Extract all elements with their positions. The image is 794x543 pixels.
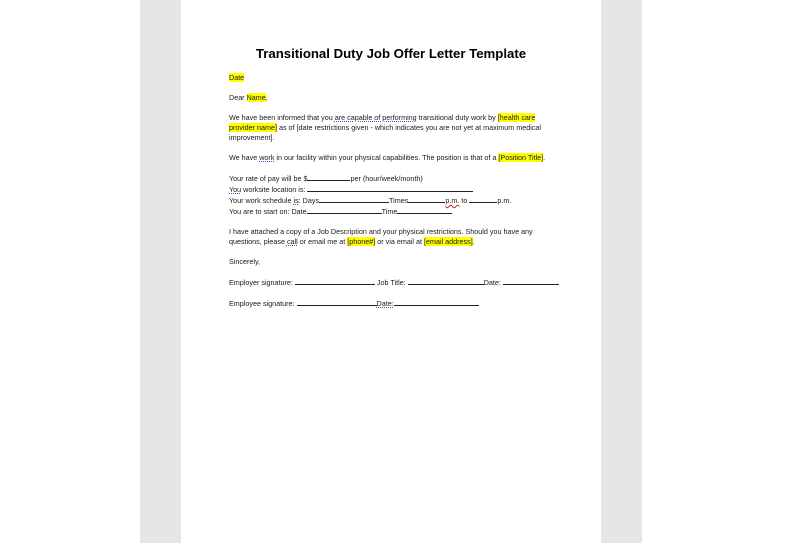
document-page xyxy=(181,0,601,543)
p2-text-a: We have xyxy=(229,153,260,162)
employer-date-blank[interactable] xyxy=(503,277,559,285)
paragraph-informed xyxy=(229,113,559,143)
p2-text-c: in our facility within your physical capabilities. The position is that of a xyxy=(274,153,499,162)
grammar-flag-work[interactable]: work xyxy=(259,153,275,162)
grammar-flag-is[interactable]: is xyxy=(293,196,299,205)
employer-sig-blank[interactable] xyxy=(295,277,375,285)
schedule-to: to xyxy=(459,196,470,205)
p1-text-c: transitional duty work by xyxy=(416,113,498,122)
salutation-suffix: , xyxy=(265,93,268,102)
paragraph-contact xyxy=(229,227,559,247)
p3-text-a: I have attached a copy of a Job Description and your physical restrictions. Should you have any questions, please xyxy=(229,227,533,246)
grammar-flag-you[interactable]: You xyxy=(229,185,242,194)
start-time-blank[interactable] xyxy=(397,206,452,214)
start-date-blank[interactable] xyxy=(307,206,382,214)
left-page-gutter xyxy=(140,0,181,543)
end-time-blank[interactable] xyxy=(469,195,497,203)
schedule-times-label: Times xyxy=(389,196,409,205)
p3-text-g: . xyxy=(472,237,475,246)
employee-signature-row xyxy=(229,298,559,309)
p2-text-e: . xyxy=(543,153,546,162)
pay-label: Your rate of pay will be $ xyxy=(229,174,308,183)
salutation xyxy=(229,93,559,103)
position-title-placeholder[interactable]: [Position Title] xyxy=(498,153,544,162)
phone-placeholder[interactable]: [phone#] xyxy=(347,237,376,246)
job-title-label: Job Title: xyxy=(374,278,408,287)
start-row xyxy=(229,206,559,217)
document-body xyxy=(229,46,559,319)
p3-text-e: or via email at xyxy=(375,237,424,246)
salutation-prefix: Dear xyxy=(229,93,247,102)
spelling-flag-pm[interactable]: p.m. xyxy=(445,196,460,205)
grammar-flag-capable[interactable]: are capable of performing xyxy=(334,113,417,122)
date-placeholder[interactable]: Date xyxy=(229,73,245,82)
date-line xyxy=(229,73,559,83)
schedule-label: Your work schedule xyxy=(229,196,294,205)
p1-text-e: as of [date restrictions given - which indicates you are not yet at maximum medical improvement]. xyxy=(229,123,542,142)
grammar-flag-call[interactable]: call xyxy=(286,237,298,246)
schedule-row xyxy=(229,195,559,206)
right-page-gutter xyxy=(601,0,642,543)
name-placeholder[interactable]: Name xyxy=(246,93,266,102)
worksite-blank[interactable] xyxy=(307,184,473,192)
schedule-pm: p.m. xyxy=(497,196,512,205)
worksite-row xyxy=(229,184,559,195)
employer-date-label: Date: xyxy=(483,278,503,287)
email-placeholder[interactable]: [email address] xyxy=(424,237,473,246)
employment-details xyxy=(229,173,559,217)
days-blank[interactable] xyxy=(319,195,389,203)
worksite-label: worksite location is: xyxy=(241,185,306,194)
pay-row xyxy=(229,173,559,184)
start-time-label: Time xyxy=(381,207,398,216)
provider-placeholder[interactable]: [health care provider name] xyxy=(229,113,536,132)
document-title: Transitional Duty Job Offer Letter Template xyxy=(255,46,527,61)
closing: Sincerely, xyxy=(229,257,261,266)
pay-suffix: per (hour/week/month) xyxy=(350,174,423,183)
employee-sig-blank[interactable] xyxy=(297,298,377,306)
paragraph-position xyxy=(229,153,559,163)
schedule-days-label: : Days xyxy=(298,196,320,205)
employee-date-label[interactable]: Date: xyxy=(376,299,394,308)
employer-signature-row xyxy=(229,277,559,288)
employee-date-blank[interactable] xyxy=(394,298,479,306)
employee-sig-label: Employee signature: xyxy=(229,299,297,308)
employer-sig-label: Employer signature: xyxy=(229,278,295,287)
pay-blank[interactable] xyxy=(307,173,350,181)
job-title-blank[interactable] xyxy=(408,277,484,285)
p3-text-c: or email me at xyxy=(297,237,348,246)
start-label: You are to start on: Date xyxy=(229,207,307,216)
p1-text-a: We have been informed that you xyxy=(229,113,335,122)
times-blank[interactable] xyxy=(408,195,445,203)
